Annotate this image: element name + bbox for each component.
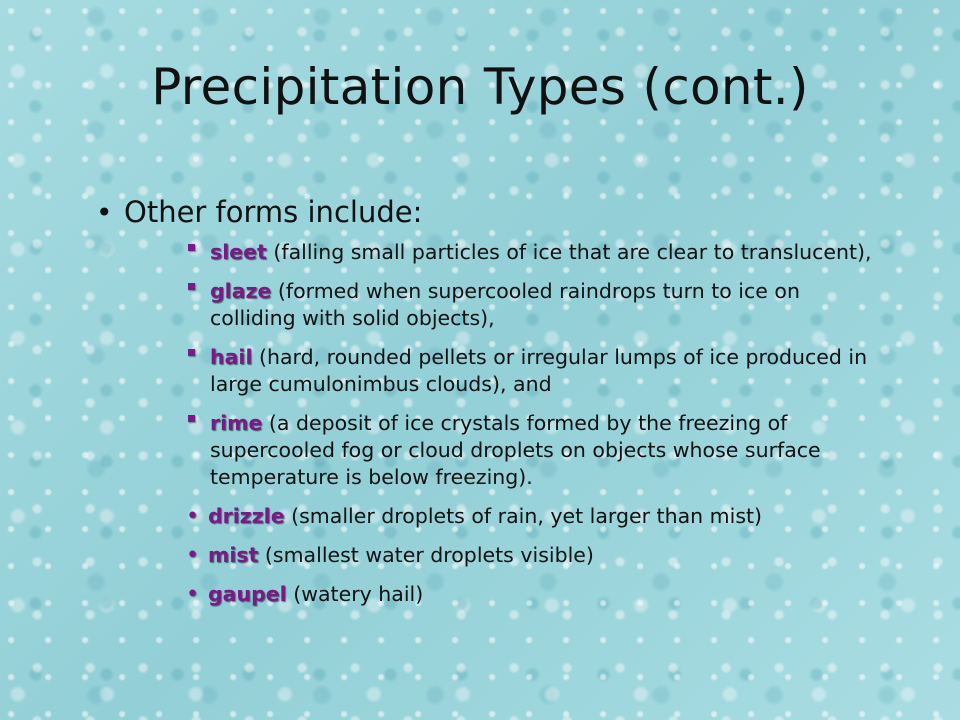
list-item — [186, 542, 886, 569]
term-description: (hard, rounded pellets or irregular lumps of ice produced in large cumulonimbus clouds), and — [210, 345, 868, 396]
round-bullet-icon: • — [186, 543, 199, 568]
round-bullet-icon: • — [96, 196, 113, 229]
square-bullet-icon — [186, 239, 210, 266]
term-mist: mist — [208, 543, 259, 567]
slide-content — [96, 195, 896, 620]
square-bullet-icon — [186, 278, 210, 305]
term-drizzle: drizzle — [208, 504, 285, 528]
round-bullet-list — [96, 503, 896, 608]
term-sleet: sleet — [210, 240, 267, 264]
slide-title: Precipitation Types (cont.) — [151, 58, 809, 116]
term-rime: rime — [210, 411, 263, 435]
list-item — [186, 278, 886, 332]
intro-text: Other forms include: — [124, 195, 423, 229]
term-hail: hail — [210, 345, 253, 369]
term-gaupel: gaupel — [208, 582, 287, 606]
list-item — [186, 344, 886, 398]
square-bullet-list — [96, 239, 896, 491]
square-bullet-icon — [186, 344, 210, 371]
round-bullet-icon: • — [186, 504, 199, 529]
term-description: (smaller droplets of rain, yet larger than mist) — [284, 504, 763, 528]
list-item — [186, 239, 886, 266]
term-description: (watery hail) — [286, 582, 424, 606]
term-description: (formed when supercooled raindrops turn to ice on colliding with solid objects), — [210, 279, 800, 330]
term-description: (smallest water droplets visible) — [258, 543, 594, 567]
square-bullet-icon — [186, 410, 210, 437]
round-bullet-icon: • — [186, 582, 199, 607]
list-item — [186, 581, 886, 608]
term-description: (a deposit of ice crystals formed by the freezing of supercooled fog or cloud droplets on objects whose surface temperature is below freezing). — [210, 411, 821, 489]
intro-bullet — [96, 195, 896, 229]
list-item — [186, 410, 886, 491]
list-item — [186, 503, 886, 530]
term-description: (falling small particles of ice that are clear to translucent), — [266, 240, 872, 264]
term-glaze: glaze — [210, 279, 272, 303]
